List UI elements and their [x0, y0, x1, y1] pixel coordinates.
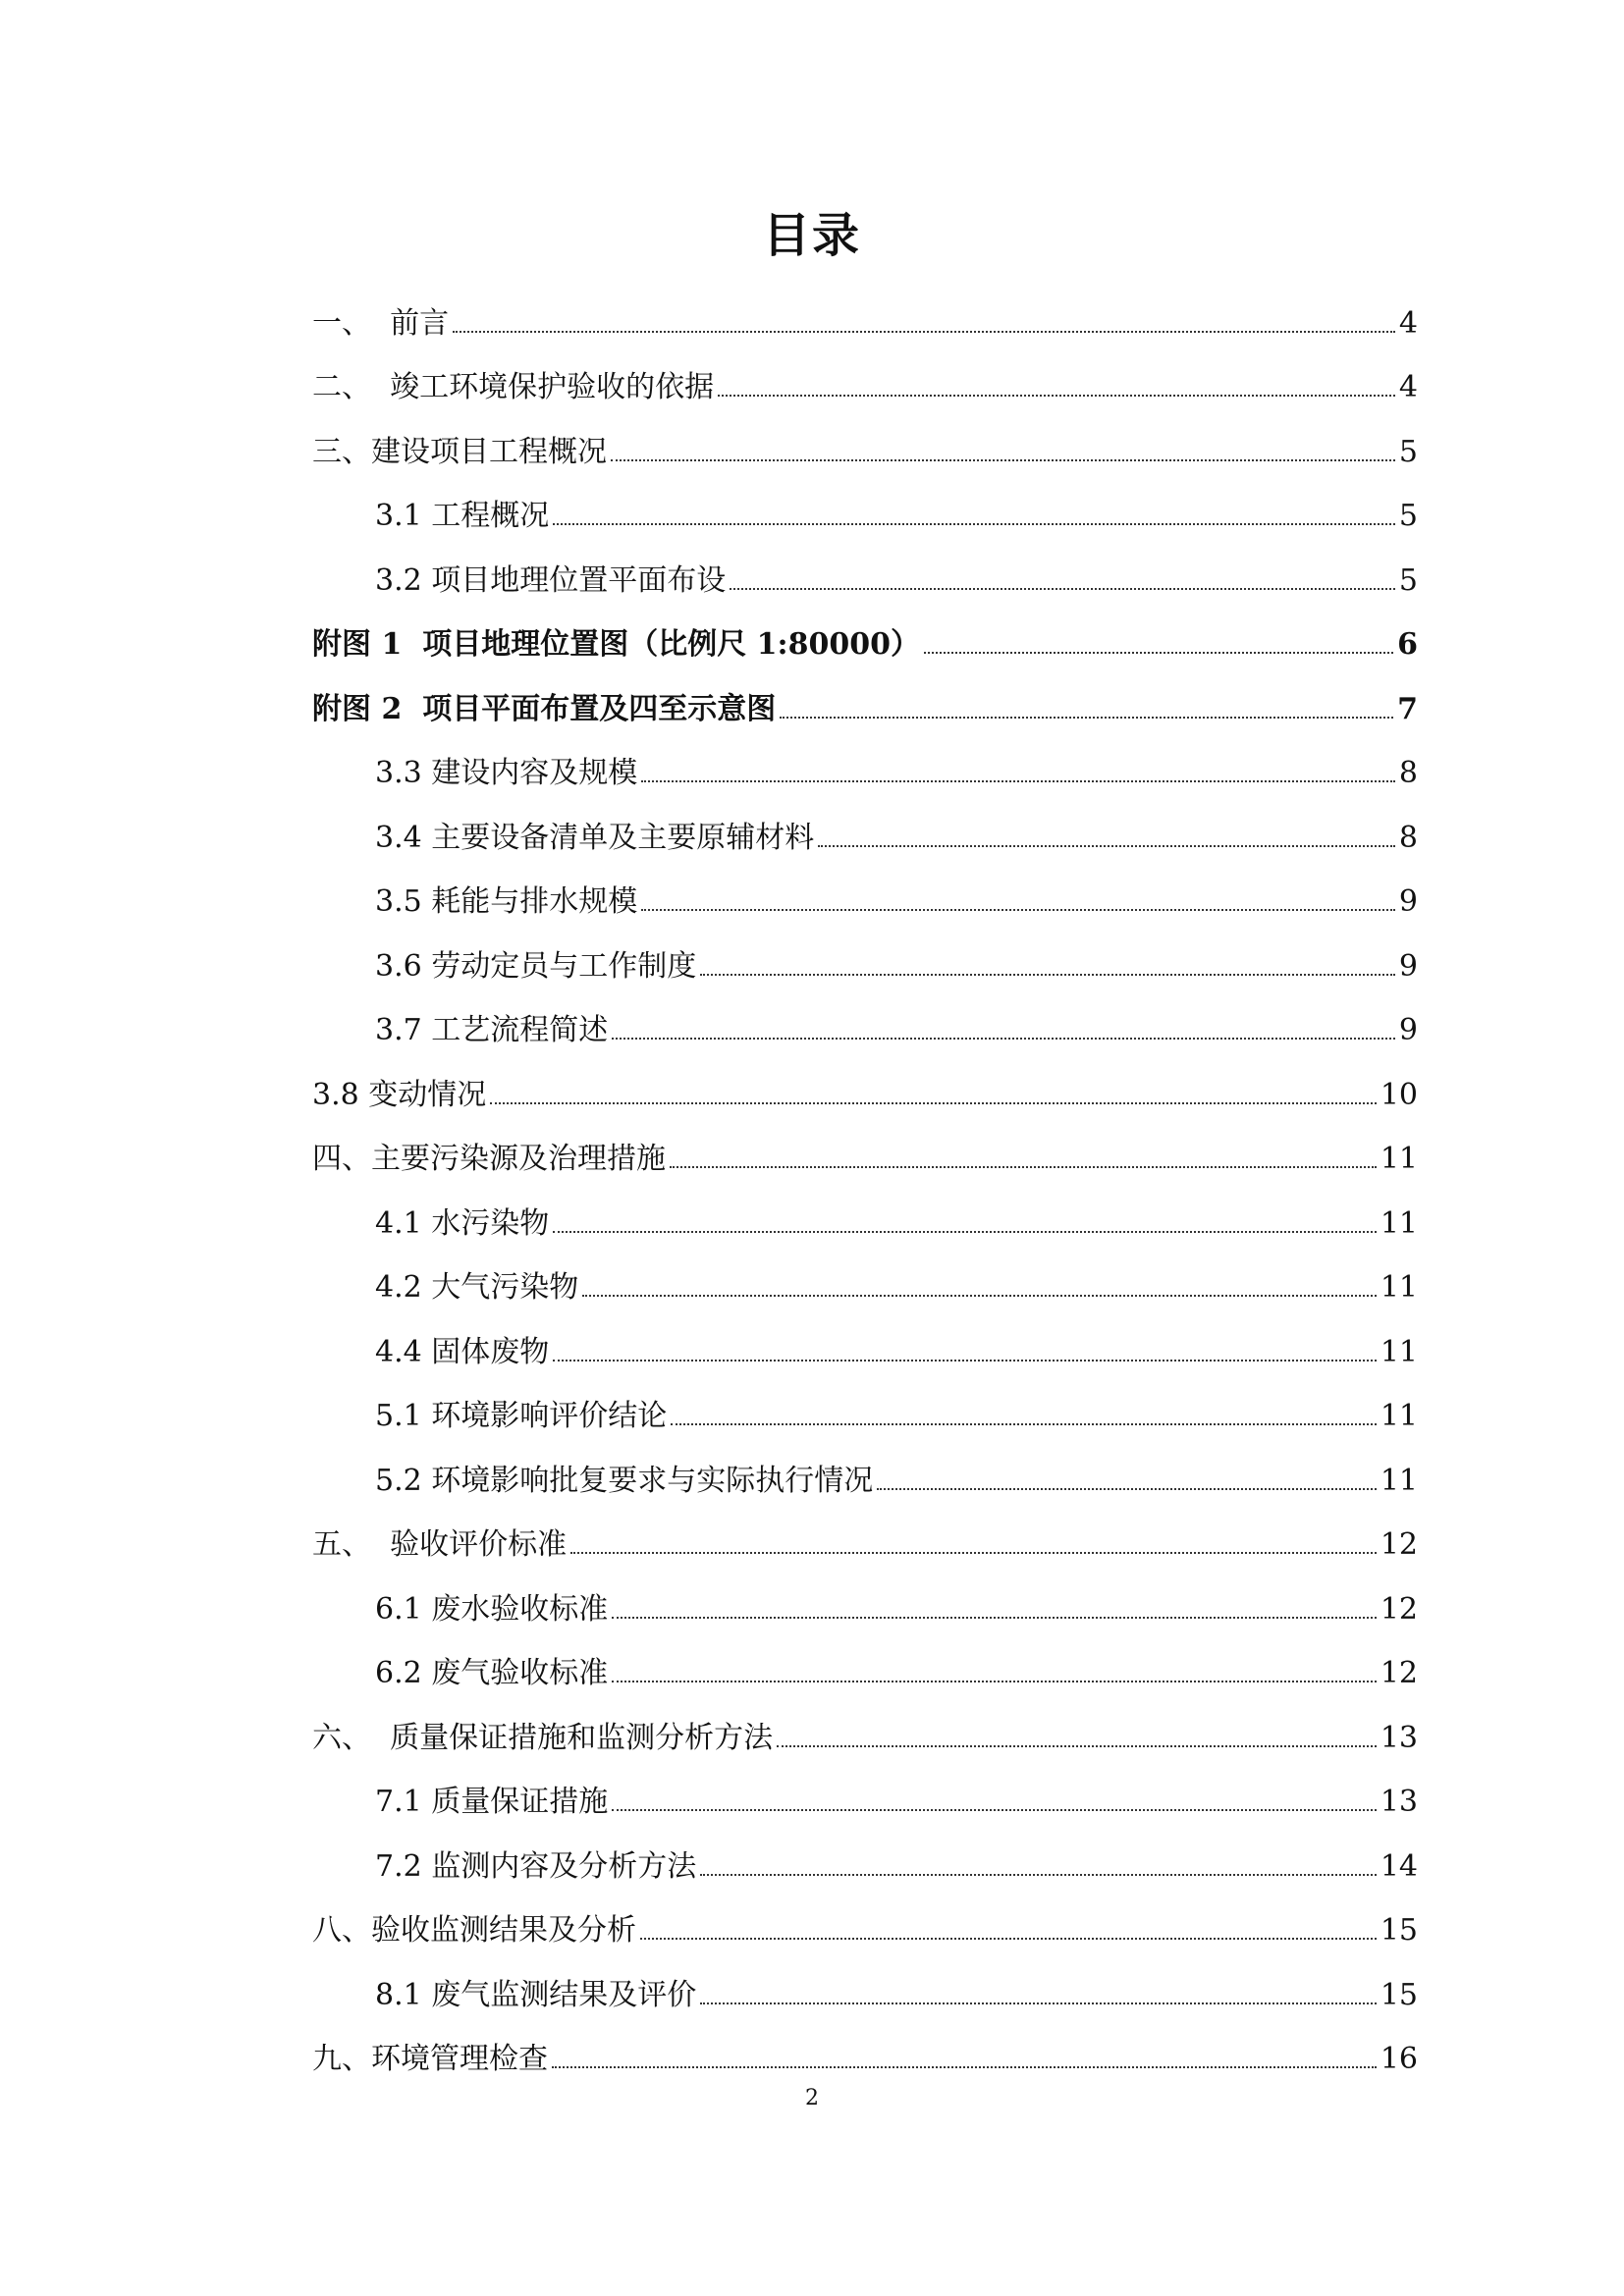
toc-entry-page: 8 — [1398, 820, 1418, 855]
toc-entry[interactable] — [312, 1895, 1418, 1959]
toc-entry[interactable] — [312, 1252, 1418, 1316]
toc-entry-label: 三、建设项目工程概况 — [312, 434, 607, 469]
toc-entry-page: 16 — [1380, 2042, 1418, 2076]
dot-leader — [612, 1617, 1377, 1619]
toc-entry-label: 6.1 废水验收标准 — [375, 1591, 609, 1627]
toc-entry-page: 5 — [1398, 562, 1418, 598]
table-of-contents — [312, 287, 1418, 2087]
toc-entry-label: 九、环境管理检查 — [312, 2042, 548, 2076]
toc-entry-page: 12 — [1380, 1656, 1418, 1690]
page-number: 2 — [805, 2086, 819, 2110]
toc-entry-label: 4.1 水污染物 — [375, 1205, 550, 1241]
toc-entry-label: 5.2 环境影响批复要求与实际执行情况 — [375, 1463, 874, 1498]
dot-leader — [570, 1552, 1377, 1554]
dot-leader — [641, 780, 1395, 782]
toc-entry-label: 五、 验收评价标准 — [312, 1527, 568, 1562]
toc-entry-page: 6 — [1397, 627, 1418, 662]
dot-leader — [777, 1745, 1377, 1747]
toc-entry[interactable] — [312, 609, 1418, 673]
toc-entry-page: 11 — [1380, 1270, 1418, 1305]
dot-leader — [612, 1681, 1377, 1682]
toc-entry-label: 3.1 工程概况 — [375, 499, 550, 533]
toc-entry-label: 3.8 变动情况 — [312, 1077, 487, 1112]
dot-leader — [924, 652, 1393, 654]
toc-entry[interactable] — [312, 1444, 1418, 1509]
toc-entry[interactable] — [312, 287, 1418, 351]
toc-entry-page: 7 — [1397, 691, 1418, 726]
dot-leader — [730, 588, 1395, 590]
toc-entry-page: 15 — [1380, 1977, 1418, 2012]
toc-entry-page: 12 — [1380, 1591, 1418, 1627]
dot-leader — [700, 974, 1395, 976]
toc-entry[interactable] — [312, 801, 1418, 866]
dot-leader — [612, 1038, 1395, 1040]
toc-entry[interactable] — [312, 1573, 1418, 1637]
toc-entry[interactable] — [312, 672, 1418, 737]
dot-leader — [553, 523, 1395, 525]
toc-entry[interactable] — [312, 1958, 1418, 2023]
toc-entry-page: 9 — [1398, 884, 1418, 919]
toc-entry-page: 14 — [1380, 1848, 1418, 1884]
toc-entry-page: 11 — [1380, 1142, 1418, 1176]
toc-entry[interactable] — [312, 1637, 1418, 1702]
dot-leader — [640, 1938, 1377, 1940]
toc-entry-label: 附图 1 项目地理位置图（比例尺 1:80000） — [312, 627, 920, 662]
toc-entry-page: 13 — [1380, 1720, 1418, 1755]
toc-entry-page: 4 — [1398, 370, 1418, 404]
toc-entry[interactable] — [312, 866, 1418, 931]
toc-entry[interactable] — [312, 1315, 1418, 1380]
toc-entry-label: 4.2 大气污染物 — [375, 1270, 579, 1305]
toc-entry-label: 八、验收监测结果及分析 — [312, 1913, 636, 1948]
toc-entry-page: 11 — [1380, 1205, 1418, 1241]
dot-leader — [671, 1423, 1377, 1425]
toc-entry-page: 9 — [1398, 948, 1418, 984]
toc-entry-label: 7.1 质量保证措施 — [375, 1785, 609, 1819]
toc-entry[interactable] — [312, 480, 1418, 545]
page-title: 目录 — [762, 208, 861, 263]
toc-entry[interactable] — [312, 1123, 1418, 1188]
toc-entry-label: 3.4 主要设备清单及主要原辅材料 — [375, 820, 815, 855]
toc-entry[interactable] — [312, 737, 1418, 802]
toc-entry-label: 附图 2 项目平面布置及四至示意图 — [312, 691, 777, 726]
toc-entry[interactable] — [312, 1830, 1418, 1895]
toc-entry[interactable] — [312, 994, 1418, 1059]
toc-entry[interactable] — [312, 2023, 1418, 2088]
toc-entry-label: 8.1 废气监测结果及评价 — [375, 1977, 697, 2012]
toc-entry-page: 12 — [1380, 1527, 1418, 1562]
toc-entry[interactable] — [312, 1509, 1418, 1574]
toc-entry-label: 3.7 工艺流程简述 — [375, 1013, 609, 1047]
toc-entry-label: 7.2 监测内容及分析方法 — [375, 1848, 697, 1884]
toc-entry-page: 10 — [1380, 1077, 1418, 1112]
toc-entry[interactable] — [312, 1187, 1418, 1252]
toc-entry[interactable] — [312, 1701, 1418, 1766]
toc-entry-page: 5 — [1398, 499, 1418, 533]
dot-leader — [700, 1874, 1377, 1876]
dot-leader — [641, 909, 1395, 911]
toc-entry-label: 二、 竣工环境保护验收的依据 — [312, 370, 715, 404]
toc-entry[interactable] — [312, 930, 1418, 994]
toc-entry-label: 3.6 劳动定员与工作制度 — [375, 948, 697, 984]
toc-entry-page: 15 — [1380, 1913, 1418, 1948]
toc-entry-label: 3.2 项目地理位置平面布设 — [375, 562, 727, 598]
dot-leader — [718, 395, 1395, 397]
dot-leader — [552, 2066, 1377, 2068]
toc-entry-page: 8 — [1398, 756, 1418, 790]
toc-entry-label: 4.4 固体废物 — [375, 1334, 550, 1369]
dot-leader — [553, 1231, 1377, 1233]
toc-entry-label: 5.1 环境影响评价结论 — [375, 1399, 668, 1433]
toc-entry[interactable] — [312, 1058, 1418, 1123]
toc-entry-label: 六、 质量保证措施和监测分析方法 — [312, 1720, 774, 1755]
toc-entry-page: 4 — [1398, 305, 1418, 341]
toc-entry-page: 9 — [1398, 1013, 1418, 1047]
dot-leader — [818, 845, 1395, 847]
dot-leader — [553, 1360, 1377, 1362]
toc-entry-page: 11 — [1380, 1399, 1418, 1433]
toc-entry-page: 13 — [1380, 1785, 1418, 1819]
toc-entry-label: 一、 前言 — [312, 305, 450, 341]
dot-leader — [700, 2002, 1377, 2004]
dot-leader — [611, 459, 1395, 461]
toc-entry-page: 5 — [1398, 434, 1418, 469]
toc-entry[interactable] — [312, 415, 1418, 480]
toc-entry[interactable] — [312, 351, 1418, 416]
toc-entry-label: 3.5 耗能与排水规模 — [375, 884, 638, 919]
dot-leader — [453, 331, 1395, 333]
dot-leader — [877, 1488, 1377, 1490]
toc-entry-label: 6.2 废气验收标准 — [375, 1656, 609, 1690]
dot-leader — [670, 1166, 1377, 1168]
toc-entry-page: 11 — [1380, 1463, 1418, 1498]
toc-entry[interactable] — [312, 544, 1418, 609]
toc-entry-page: 11 — [1380, 1334, 1418, 1369]
toc-entry-label: 四、主要污染源及治理措施 — [312, 1142, 666, 1176]
dot-leader — [612, 1809, 1377, 1811]
toc-entry[interactable] — [312, 1380, 1418, 1445]
dot-leader — [490, 1102, 1377, 1104]
dot-leader — [780, 717, 1393, 719]
dot-leader — [582, 1295, 1377, 1297]
toc-entry-label: 3.3 建设内容及规模 — [375, 756, 638, 790]
toc-entry[interactable] — [312, 1766, 1418, 1831]
